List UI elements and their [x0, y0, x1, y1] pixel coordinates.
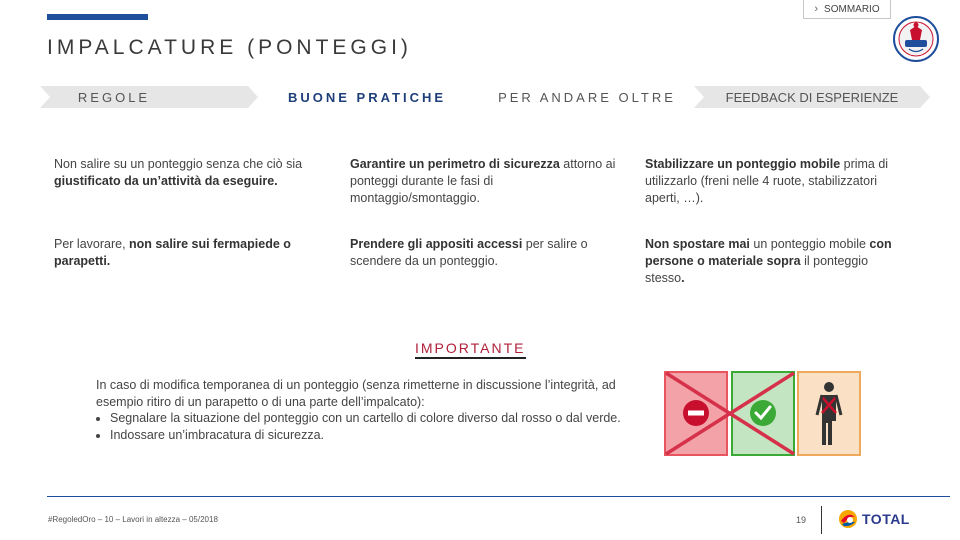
rule-text [645, 236, 905, 287]
rule-text [645, 156, 915, 207]
rule-text-bold: . [681, 271, 685, 285]
list-item: • Segnalare la situazione del ponteggio con un cartello di colore diverso dal rosso o dal verde. [110, 410, 626, 427]
tab-label: FEEDBACK DI ESPERIENZE [725, 89, 899, 105]
tab-label: PER ANDARE OLTRE [498, 89, 676, 105]
chevron-right-icon: › [814, 3, 819, 15]
rule-text-normal: il ponteggio stesso [645, 254, 869, 285]
tab-regole[interactable] [40, 86, 258, 108]
safety-logo [893, 16, 939, 62]
page-title: IMPALCATURE (PONTEGGI) [47, 36, 412, 59]
rule-text-bold: giustificato da un’attività da eseguire. [54, 174, 278, 188]
footer-separator [821, 506, 822, 534]
rule-text-normal: Non salire su un ponteggio senza che ciò sia [54, 157, 303, 171]
rule-text-bold: Stabilizzare un ponteggio mobile [645, 157, 841, 171]
list-item: • Indossare un’imbracatura di sicurezza. [110, 427, 626, 444]
important-heading: IMPORTANTE [415, 340, 526, 359]
total-logo [838, 508, 926, 530]
rule-text-normal: attorno ai ponteggi durante le fasi di montaggio/smontaggio. [350, 157, 616, 205]
total-swirl-icon [838, 509, 858, 529]
scaffold-tags-pictogram [664, 371, 862, 456]
checkmark-icon [750, 400, 776, 426]
rule-text-normal: per salire o scendere da un ponteggio. [350, 237, 588, 268]
rule-text [54, 156, 329, 190]
total-wordmark: TOTAL [862, 511, 910, 527]
important-list [96, 410, 626, 443]
page-number: 19 [796, 515, 807, 525]
rule-text [54, 236, 329, 270]
sommario-button[interactable] [803, 0, 891, 19]
rule-text [350, 156, 625, 207]
rule-text-bold: Garantire un perimetro di sicurezza [350, 157, 560, 171]
rule-text-normal: Per lavorare, [54, 237, 130, 251]
rule-text-normal: un ponteggio mobile [749, 237, 870, 251]
rule-text-normal: prima di utilizzarlo (freni nelle 4 ruote, stabilizzatori aperti, …). [645, 157, 889, 205]
rule-text-bold: non salire sui fermapiede o parapetti. [54, 237, 291, 268]
tab-label: REGOLE [77, 89, 151, 105]
footer-text: #RegoledOro – 10 – Lavori in altezza – 05/2018 [48, 515, 218, 524]
tab-feedback[interactable] [694, 86, 930, 108]
important-intro: In caso di modifica temporanea di un ponteggio (senza rimetterne in discussione l’integrità, ad esempio ritiro di un parapetto o di una parte dell’impalcato): [96, 378, 616, 409]
rule-text-bold: con persone o materiale sopra [645, 237, 892, 268]
sommario-label: SOMMARIO [824, 3, 880, 15]
rule-text-bold: Non spostare mai [645, 237, 750, 251]
rule-text-bold: Prendere gli appositi accessi [350, 237, 523, 251]
footer-divider [47, 496, 950, 497]
tab-buone-pratiche[interactable] [254, 86, 480, 108]
important-body [96, 377, 626, 443]
rule-text [350, 236, 625, 270]
tab-bar [40, 86, 930, 108]
tab-per-andare-oltre[interactable] [476, 86, 698, 108]
tab-label: BUONE PRATICHE [287, 89, 447, 105]
top-accent-bar [47, 14, 148, 20]
